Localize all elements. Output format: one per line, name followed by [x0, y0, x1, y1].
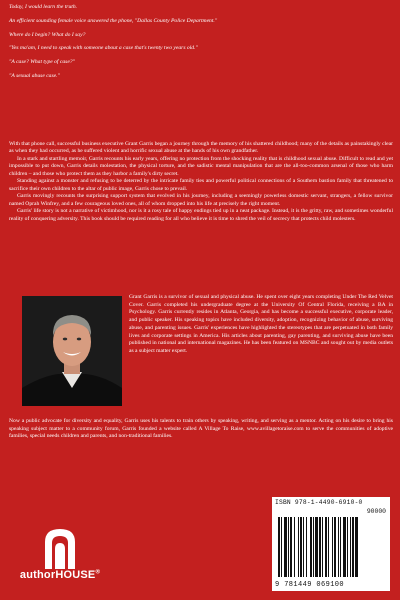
- price-code: 90000: [366, 508, 386, 515]
- barcode-bars: [278, 517, 384, 577]
- barcode-bar: [332, 517, 333, 577]
- barcode-bar: [298, 517, 299, 577]
- barcode-bar: [288, 517, 289, 577]
- barcode-bar: [347, 517, 348, 577]
- description-paragraph: Standing against a monster and refusing to be deterred by the intricate family ties and powerful political connections of a Southern bastion family that threatened to sacrifice their own children to the altar of public image, Garris chose to prevail.: [9, 178, 393, 192]
- isbn-number: ISBN 978-1-4490-6910-0: [275, 499, 363, 506]
- barcode-bar: [334, 517, 336, 577]
- barcode-bar: [338, 517, 339, 577]
- description-paragraph: In a stark and startling memoir, Garris recounts his early years, offering no protection from the shocking reality that is childhood sexual abuse. Difficult to read and yet impossible to put down, Garris details molestation, the physical torture, and the sadistic mental manipulation that are the all-too-common arsenal of those who harm children – and those who protect them as they harbor a family's dirty secret.: [9, 155, 393, 177]
- barcode-bar: [355, 517, 358, 577]
- teaser-line: "Yes ma'am, I need to speak with someone about a case that's twenty two years old.": [9, 45, 198, 52]
- publisher-wordmark: [18, 569, 102, 581]
- author-portrait-icon: [22, 296, 122, 406]
- publisher-name: authorHOUSE: [19, 569, 96, 581]
- barcode-bar: [343, 517, 346, 577]
- barcode-bar: [290, 517, 292, 577]
- barcode-bar: [300, 517, 302, 577]
- barcode-bar: [278, 517, 280, 577]
- publisher-logo: [18, 525, 102, 587]
- author-photo: [22, 296, 122, 406]
- registered-mark: ®: [95, 569, 101, 576]
- barcode-bar: [350, 517, 351, 577]
- barcode-bar: [319, 517, 321, 577]
- description-paragraph: With that phone call, successful business executive Grant Garris began a journey through the memory of his shattered childhood; many of the details as painstakingly clear as when they had occurred, as he suffered violent and horrific sexual abuse at the hands of his own grandfather.: [9, 141, 393, 155]
- barcode-bar: [281, 517, 282, 577]
- barcode-bar: [322, 517, 323, 577]
- barcode-bar: [315, 517, 318, 577]
- authorhouse-emblem-icon: [18, 525, 102, 571]
- barcode-bar: [340, 517, 341, 577]
- teaser-dialogue: [9, 4, 389, 87]
- barcode-bar: [294, 517, 295, 577]
- author-bio-continued: Now a public advocate for diversity and equality, Garris uses his talents to train others by speaking, writing, and serving as a mentor. Acting on his desire to bring his speaking subject matter to a community forum, Garris founded a website called A Village To Raise, www.avillagetoraise.com to serve the communities of adoptive families, special needs children and parents, and non-traditional families.: [9, 418, 393, 440]
- barcode-bar: [352, 517, 354, 577]
- barcode-bar: [306, 517, 307, 577]
- barcode-bar: [310, 517, 312, 577]
- teaser-line: Today, I would learn the truth.: [9, 4, 78, 10]
- barcode-bar: [313, 517, 314, 577]
- author-bio: Grant Garris is a survivor of sexual and physical abuse. He spent over eight years completing Under The Red Velvet Cover. Garris completed his undergraduate degree at the University Of Central Florida, receiving a BA in Psychology. Garris currently resides in Atlanta, Georgia, and has become a successful executive, corporate leader, and public speaker. His speaking topics have included diversity, adoption, recognizing behavior of abuse, surviving abuse, and parenting issues. Garris' experiences have highlighted the stereotypes that are perpetuated in both family lives and corporate settings in America. His articles about parenting, gay parenting, and surviving abuse have been published in national and international magazines. He has been featured on MSNBC and sought out by media outlets as a subject matter expert.: [129, 294, 393, 354]
- barcode-digits: 9 781449 069100: [275, 581, 345, 589]
- barcode-bar: [284, 517, 287, 577]
- teaser-line: An efficient sounding female voice answered the phone, "Dallas County Police Department.": [9, 17, 218, 24]
- description-paragraph: Garris' life story is not a narrative of victimhood, nor is it a rosy tale of happy endings tied up in a neat package. Instead, it is the gritty, raw, and sometimes wonderful reality of conquering adversity. This book should be required reading for all who believe it is time to shred the veil of secrecy that protects child molesters.: [9, 208, 393, 222]
- isbn-barcode: [272, 497, 390, 591]
- description-paragraph: Garris movingly recounts the surprising support system that evolved in his journey, including a seemingly powerless domestic servant, strangers, a fellow survivor named Oprah Winfrey, and a few courageous loved ones, all of whom dropped into his life at precisely the right moment.: [9, 193, 393, 207]
- barcode-bar: [328, 517, 329, 577]
- book-description: [9, 141, 393, 223]
- teaser-line: "A sexual abuse case.": [9, 72, 60, 79]
- teaser-line: "A case? What type of case?": [9, 59, 75, 66]
- barcode-bar: [325, 517, 327, 577]
- teaser-line: Where do I begin? What do I say?: [9, 31, 86, 38]
- barcode-bar: [303, 517, 304, 577]
